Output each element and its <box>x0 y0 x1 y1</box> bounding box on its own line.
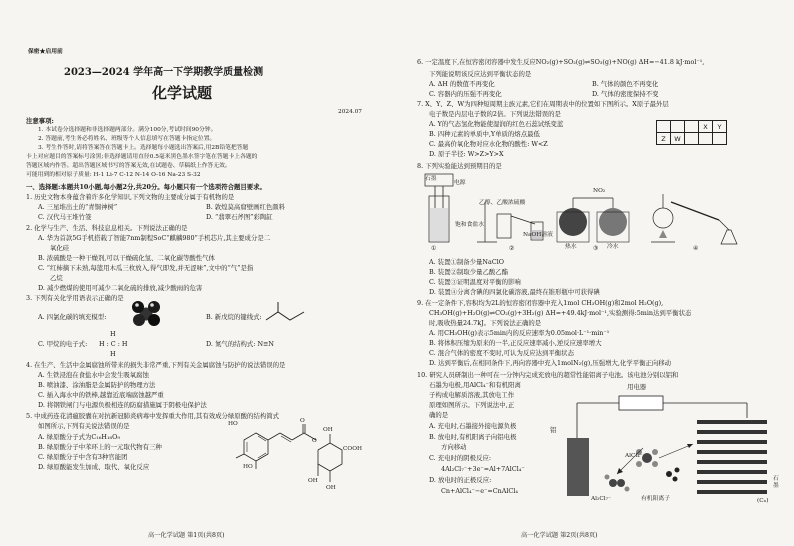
q10-option-c-cont: 4Al₂Cl₇⁻+3e⁻=Al+7AlCl₄⁻ <box>441 465 525 473</box>
q9-option-c: C. 混合气体的密度不变时,可认为反应达到平衡状态 <box>429 349 574 357</box>
cell-x: X <box>699 121 713 133</box>
q9-stem-cont2: 时,吸收热量24.7kJ。下列说法正确的是 <box>429 319 542 327</box>
q5-stem: 5. 中成药连花清瘟胶囊在对抗新冠肺炎病毒中发挥重大作用,其有效成分绿原酸的结构简式 <box>26 412 280 420</box>
q10-option-b: B. 放电时,有机阳离子向铝电极 <box>429 433 517 441</box>
q7-stem-cont: 电子数是内层电子数的2倍。下列说法错误的是 <box>429 110 561 118</box>
label-graphite: 石墨 <box>773 476 779 490</box>
cell-z: Z <box>657 133 671 145</box>
q7-option-c: C. 最高价氧化物对应水化物的酸性: W<Z <box>429 140 548 148</box>
exam-date: 2024.07 <box>338 109 362 115</box>
q6-option-a: A. ΔH 的数值不再变化 <box>429 80 495 88</box>
label-organic-cation: 有机阳离子 <box>641 496 670 502</box>
notes-heading: 注意事项: <box>26 117 54 125</box>
q10-stem-cont1: 石墨为电极,用AlCl₄⁻和有机阳离 <box>429 381 521 389</box>
q5-label-oh3: OH <box>326 485 336 491</box>
q6-option-d: D. 气体的密度保持不变 <box>592 90 659 98</box>
q2-option-c: C. “红柿摘下未熟,每篮用木瓜三枚放入,得气即发,并无涩味”,文中的“气”是指 <box>38 264 254 272</box>
q9-stem: 9. 在一定条件下,容积均为2L的恒容密闭容器中充入1mol CH₃OH(g)和2mol H₂O(g), <box>417 299 664 307</box>
q4-option-c: C. 插入海水中的铁棒,越靠近底端腐蚀越严重 <box>38 391 164 399</box>
ccl4-model <box>126 298 166 328</box>
q10-stem-cont4: 确的是 <box>429 411 449 419</box>
q8-label-hot: 热水 <box>565 244 577 250</box>
exam-title: 2023—2024 学年高一下学期教学质量检测 <box>64 67 264 78</box>
q5-label-oh2: OH <box>308 478 318 484</box>
q3-stem: 3. 下列有关化学用语表示正确的是 <box>26 294 124 302</box>
label-cn: (Cₙ) <box>757 498 769 504</box>
q6-stem: 6. 一定温度下,在恒容密闭容器中发生反应NO₂(g)+SO₂(g)⇌SO₃(g)+NO(g) ΔH=−41.8 kJ·mol⁻¹, <box>417 58 705 66</box>
q8-label-1: ① <box>431 246 437 252</box>
note-3b: 卡上对应题目的答案标号涂黑;非选择题请用直径0.5毫米黑色墨水签字笔在答题卡上各题的 <box>26 154 258 160</box>
periodic-grid <box>656 120 727 145</box>
q8-stem: 8. 下列实验能达到预期目的是 <box>417 162 502 170</box>
q2-stem: 2. 化学与生产、生活、科技息息相关。下列说法正确的是 <box>26 224 188 232</box>
note-1: 1. 本试卷分选择题和非选择题两部分。满分100分,考试时间90分钟。 <box>38 127 217 133</box>
q8-label-cold: 冷水 <box>607 244 619 250</box>
q5-label-cooh: COOH <box>343 446 362 452</box>
q5-label-o1: O <box>300 418 305 424</box>
label-device: 用电器 <box>627 383 647 391</box>
q4-option-a: A. 生铁浸泡在食盐水中会发生吸氧腐蚀 <box>38 371 149 379</box>
q10-stem-cont3: 原理如图所示。下列说法中,正 <box>429 401 515 409</box>
cell-w: W <box>671 133 685 145</box>
q8-label-graphite: 石墨 <box>425 176 437 182</box>
q8-option-d: D. 装置④分离含碘的四氯化碳溶液,最终在锥形瓶中可获得碘 <box>429 288 600 296</box>
methane-h-bottom: H <box>110 350 116 358</box>
q8-label-brine: 饱和食盐水 <box>455 222 484 228</box>
q5-option-d: D. 绿原酸能发生加成、取代、氧化反应 <box>38 463 150 471</box>
q8-label-reagents: 乙醇、乙酸浓硫酸 <box>479 200 526 206</box>
methane-middle: H : C : H <box>99 340 128 348</box>
q2-option-b: B. 浓硫酸是一种干燥剂,可以干燥硫化氢、二氧化碳等酸性气体 <box>38 254 215 262</box>
neopentane-skeletal <box>264 302 314 326</box>
q5-option-a: A. 绿原酸分子式为C₁₆H₁₈O₉ <box>38 433 120 441</box>
q7-option-b: B. 四种元素的单质中,Y单质的熔点最低 <box>429 130 540 138</box>
q8-label-3: ③ <box>593 246 599 252</box>
footer-right: 高一化学试题 第2页(共8页) <box>521 532 598 539</box>
q10-stem-cont2: 子构成电解质溶液,其放电工作 <box>429 391 515 399</box>
q3-option-a: A. 四氯化碳的填充模型: <box>38 313 107 321</box>
q5-option-c: C. 绿原酸分子中含有3种官能团 <box>38 453 128 461</box>
q2-option-c-cont: 乙烷 <box>50 274 63 282</box>
q1-stem: 1. 历史文物本身蕴含着许多化学知识,下列文物的主要成分属于有机物的是 <box>26 193 235 201</box>
q9-option-a: A. 用CH₃OH(g)表示5min内的反应速率为0.05mol·L⁻¹·min⁻¹ <box>429 329 610 337</box>
q3-option-b: B. 新戊烷的键线式: <box>206 313 262 321</box>
label-alcl4: AlCl₄⁻ <box>625 453 643 459</box>
q7-option-d: D. 原子半径: W>Z>Y>X <box>429 150 504 158</box>
q10-stem: 10. 研究人员研制出一种可在一分钟内完成充放电的超常性能铝离子电池。该电池分别以铝和 <box>417 371 679 379</box>
q1-option-a: A. 三星堆出土的“青铜神树” <box>38 203 118 211</box>
q9-option-d: D. 达到平衡后,在相同条件下,再向容器中充入1molN₂(g),压强增大,化学平衡正向移动 <box>429 359 672 367</box>
q6-option-c: C. 容器内的压强不再变化 <box>429 90 502 98</box>
q3-option-c: C. 甲烷的电子式: <box>38 340 88 348</box>
q5-label-ho2: HO <box>243 464 253 470</box>
q9-option-b: B. 将体积压缩为原来的一半,正反应速率减小,逆反应速率增大 <box>429 339 602 347</box>
q10-option-c: C. 充电时的阴极反应: <box>429 454 492 462</box>
secret-label: 保密★启用前 <box>28 49 63 55</box>
q8-option-a: A. 装置①制备少量NaClO <box>429 258 504 266</box>
note-2: 2. 答题前,考生务必将姓名、班级等个人信息填写在答题卡指定位置。 <box>38 136 216 142</box>
q4-option-d: D. 将钢铁闸门与电源负极相连的防腐措施属于阴极电保护法 <box>38 401 207 409</box>
q4-stem: 4. 在生产、生活中金属腐蚀所带来的损失非常严重,下列有关金属腐蚀与防护的说法错误的是 <box>26 361 286 369</box>
q2-option-a: A. 华为首款5G手机搭载了智能7nm制程SoC“麒麟980”手机芯片,其主要成分是二 <box>38 234 271 242</box>
q8-label-2: ② <box>509 246 515 252</box>
label-al2cl7: Al₂Cl₇⁻ <box>591 496 612 502</box>
q1-option-c: C. 汉代马王堆竹签 <box>38 213 92 221</box>
right-page <box>397 0 794 546</box>
q6-option-b: B. 气体的颜色不再变化 <box>592 80 659 88</box>
q6-stem-cont: 下列能说明该反应达到平衡状态的是 <box>429 70 532 78</box>
cell-y: Y <box>713 121 727 133</box>
q5-label-oh1: OH <box>323 427 333 433</box>
methane-h-top: H <box>110 330 116 338</box>
q5-option-b: B. 绿原酸分子中苯环上的一元取代物有三种 <box>38 443 162 451</box>
subject-title: 化学试题 <box>152 84 213 102</box>
q5-stem-cont: 如图所示,下列有关说法错误的是 <box>38 422 130 430</box>
note-3c: 答题区域内作答。超出答题区域书写的答案无效,在试题卷、草稿纸上作答无效。 <box>26 163 231 169</box>
q3-option-d: D. 氮气的结构式: N≡N <box>206 340 275 348</box>
q8-label-naoh: NaOH溶液 <box>523 232 553 238</box>
note-3: 3. 考生作答时,请将答案答在答题卡上。选择题每小题选出答案后,用2B铅笔把答题 <box>38 145 249 151</box>
q8-apparatus <box>419 172 771 252</box>
q1-option-b: B. 敦煌莫高窟壁画红色颜料 <box>206 203 286 211</box>
q7-stem: 7. X、Y、Z、W为四种短周期主族元素,它们在周期表中的位置如下图所示。X原子最外层 <box>417 100 669 108</box>
q2-option-a-cont: 氧化硅 <box>50 244 70 252</box>
footer-left: 高一化学试题 第1页(共8页) <box>148 532 225 539</box>
q10-option-a: A. 充电时,石墨接外接电源负极 <box>429 422 517 430</box>
q9-stem-cont1: CH₃OH(g)+H₂O(g)⇌CO₂(g)+3H₂(g) ΔH=+49.4kJ·mol⁻¹,实验测得:5min达到平衡状态 <box>429 309 692 317</box>
q5-label-ho1: HO <box>228 421 238 427</box>
q10-option-d-cont: Cn+AlCl₄⁻−e⁻=CnAlCl₄ <box>441 487 518 495</box>
q1-option-d: D. “翡翠石斧图”彩陶缸 <box>206 213 273 221</box>
q5-label-o2: O <box>312 438 317 444</box>
q8-option-b: B. 装置②制取少量乙酸乙酯 <box>429 268 509 276</box>
q8-label-no2: NO₂ <box>593 188 606 194</box>
section-1-heading: 一、选择题:本题共10小题,每小题2分,共20分。每小题只有一个选项符合题目要求。 <box>26 183 266 191</box>
q8-option-c: C. 装置③证明温度对平衡的影响 <box>429 278 521 286</box>
q8-label-4: ④ <box>693 246 699 252</box>
q8-label-power: 电源 <box>454 180 466 186</box>
label-aluminum: 铝 <box>550 426 557 434</box>
q4-option-b: B. 喷油漆、涂油脂是金属防护的物理方法 <box>38 381 156 389</box>
atomic-masses: 可能用到的相对原子质量: H-1 Li-7 C-12 N-14 O-16 Na-23 S-32 <box>26 172 201 178</box>
q10-option-d: D. 放电时的正极反应: <box>429 476 492 484</box>
q7-option-a: A. Y的气态氢化物能使湿润的红色石蕊试纸变蓝 <box>429 120 564 128</box>
q2-option-d: D. 减少燃煤的使用可减少二氧化硫的排放,减少酸雨的危害 <box>38 284 203 292</box>
q10-option-b-cont: 方向移动 <box>441 443 467 451</box>
